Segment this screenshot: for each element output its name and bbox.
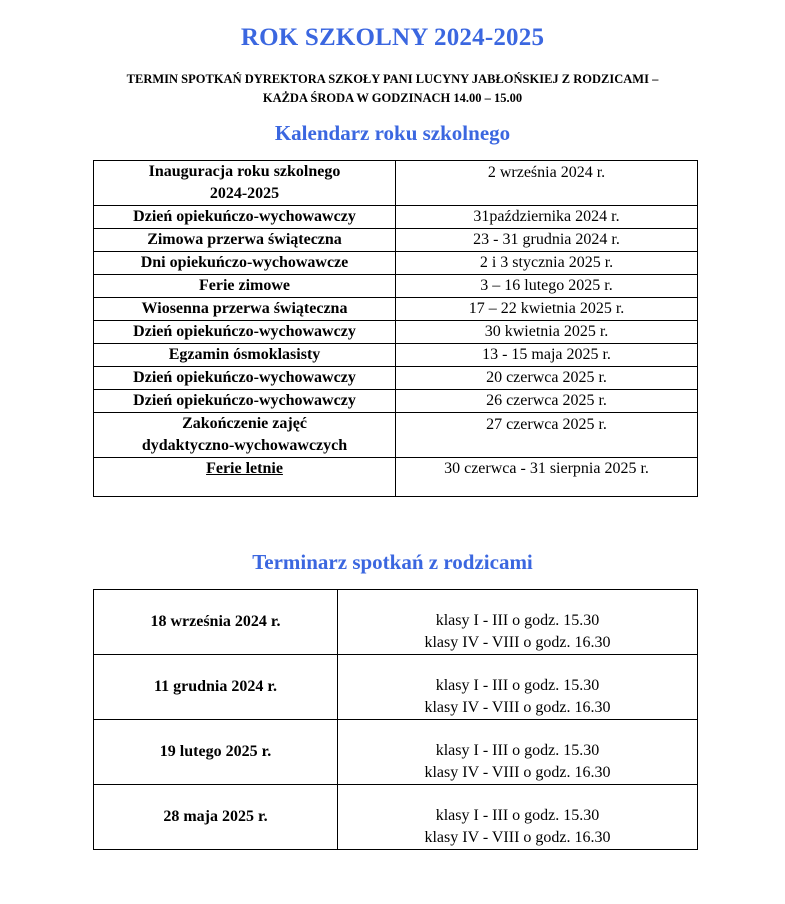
meeting-date: 11 grudnia 2024 r.	[94, 655, 338, 720]
table-row	[94, 390, 698, 413]
date-cell	[396, 344, 698, 367]
meeting-times-cell	[338, 590, 698, 655]
school-calendar-table	[93, 160, 698, 497]
date-cell	[396, 229, 698, 252]
table-row	[94, 275, 698, 298]
event-cell	[94, 298, 396, 321]
event-date: 3 – 16 lutego 2025 r.	[480, 277, 613, 294]
event-cell	[94, 229, 396, 252]
meeting-time-grades-1-3: klasy I - III o godz. 15.30	[435, 612, 600, 629]
meeting-time-grades-4-8: klasy IV - VIII o godz. 16.30	[424, 764, 611, 781]
date-cell	[396, 275, 698, 298]
meeting-times-cell	[338, 785, 698, 850]
meeting-time-grades-4-8: klasy IV - VIII o godz. 16.30	[424, 829, 611, 846]
event-name: Dzień opiekuńczo-wychowawczy	[133, 369, 356, 386]
event-date: 20 czerwca 2025 r.	[486, 369, 607, 386]
page-title: ROK SZKOLNY 2024-2025	[240, 24, 545, 51]
meeting-time-grades-1-3: klasy I - III o godz. 15.30	[435, 807, 600, 824]
meeting-time-grades-1-3: klasy I - III o godz. 15.30	[435, 677, 600, 694]
date-cell	[396, 298, 698, 321]
table-row	[94, 785, 698, 850]
event-name: Dzień opiekuńczo-wychowawczy	[133, 323, 356, 340]
parent-meetings-table	[93, 589, 698, 850]
event-date: 31października 2024 r.	[473, 208, 620, 225]
event-name-continued: dydaktyczno-wychowawczych	[141, 437, 348, 454]
event-cell	[94, 367, 396, 390]
table-row	[94, 161, 698, 206]
date-cell	[396, 252, 698, 275]
date-cell	[396, 458, 698, 497]
event-cell	[94, 252, 396, 275]
event-name: Wiosenna przerwa świąteczna	[141, 300, 348, 317]
meeting-date: 28 maja 2025 r.	[94, 785, 338, 850]
table-row	[94, 252, 698, 275]
event-name: Egzamin ósmoklasisty	[168, 346, 321, 363]
event-cell	[94, 321, 396, 344]
event-cell	[94, 206, 396, 229]
director-meetings-note	[60, 70, 725, 108]
event-cell	[94, 275, 396, 298]
event-name-continued: 2024-2025	[209, 185, 280, 202]
subtitle-line-1: TERMIN SPOTKAŃ DYREKTORA SZKOŁY PANI LUCYNY JABŁOŃSKIEJ Z RODZICAMI –	[126, 72, 659, 86]
event-name: Dzień opiekuńczo-wychowawczy	[133, 208, 356, 225]
meeting-times-cell	[338, 655, 698, 720]
subtitle-line-2: KAŻDA ŚRODA W GODZINACH 14.00 – 15.00	[262, 91, 523, 105]
event-cell	[94, 161, 396, 206]
date-cell	[396, 161, 698, 206]
event-date: 27 czerwca 2025 r.	[486, 416, 607, 433]
calendar-heading: Kalendarz roku szkolnego	[274, 121, 511, 145]
meeting-time-grades-4-8: klasy IV - VIII o godz. 16.30	[424, 634, 611, 651]
event-date: 30 czerwca - 31 sierpnia 2025 r.	[444, 460, 649, 477]
date-cell	[396, 206, 698, 229]
event-date: 30 kwietnia 2025 r.	[484, 323, 609, 340]
meeting-date: 19 lutego 2025 r.	[94, 720, 338, 785]
event-cell	[94, 458, 396, 497]
meeting-date: 18 września 2024 r.	[94, 590, 338, 655]
meeting-time-grades-1-3: klasy I - III o godz. 15.30	[435, 742, 600, 759]
event-name: Dzień opiekuńczo-wychowawczy	[133, 392, 356, 409]
table-row	[94, 720, 698, 785]
event-name: Inauguracja roku szkolnego	[148, 163, 341, 180]
meetings-heading: Terminarz spotkań z rodzicami	[252, 550, 533, 574]
table-row	[94, 229, 698, 252]
event-cell	[94, 390, 396, 413]
meeting-time-grades-4-8: klasy IV - VIII o godz. 16.30	[424, 699, 611, 716]
event-name: Zakończenie zajęć	[182, 415, 307, 432]
event-name: Dni opiekuńczo-wychowawcze	[140, 254, 349, 271]
event-date: 13 - 15 maja 2025 r.	[482, 346, 611, 363]
event-name: Ferie letnie	[206, 460, 283, 477]
table-row	[94, 344, 698, 367]
event-date: 2 i 3 stycznia 2025 r.	[479, 254, 614, 271]
meeting-times-cell	[338, 720, 698, 785]
event-name: Ferie zimowe	[198, 277, 291, 294]
event-cell	[94, 413, 396, 458]
table-row	[94, 206, 698, 229]
event-name: Zimowa przerwa świąteczna	[147, 231, 342, 248]
table-row	[94, 413, 698, 458]
date-cell	[396, 413, 698, 458]
event-date: 26 czerwca 2025 r.	[486, 392, 607, 409]
event-date: 23 - 31 grudnia 2024 r.	[473, 231, 620, 248]
event-cell	[94, 344, 396, 367]
event-date: 17 – 22 kwietnia 2025 r.	[468, 300, 625, 317]
table-row	[94, 321, 698, 344]
date-cell	[396, 321, 698, 344]
table-row	[94, 298, 698, 321]
table-row	[94, 590, 698, 655]
date-cell	[396, 390, 698, 413]
date-cell	[396, 367, 698, 390]
table-row	[94, 458, 698, 497]
event-date: 2 września 2024 r.	[487, 164, 606, 181]
table-row	[94, 655, 698, 720]
table-row	[94, 367, 698, 390]
